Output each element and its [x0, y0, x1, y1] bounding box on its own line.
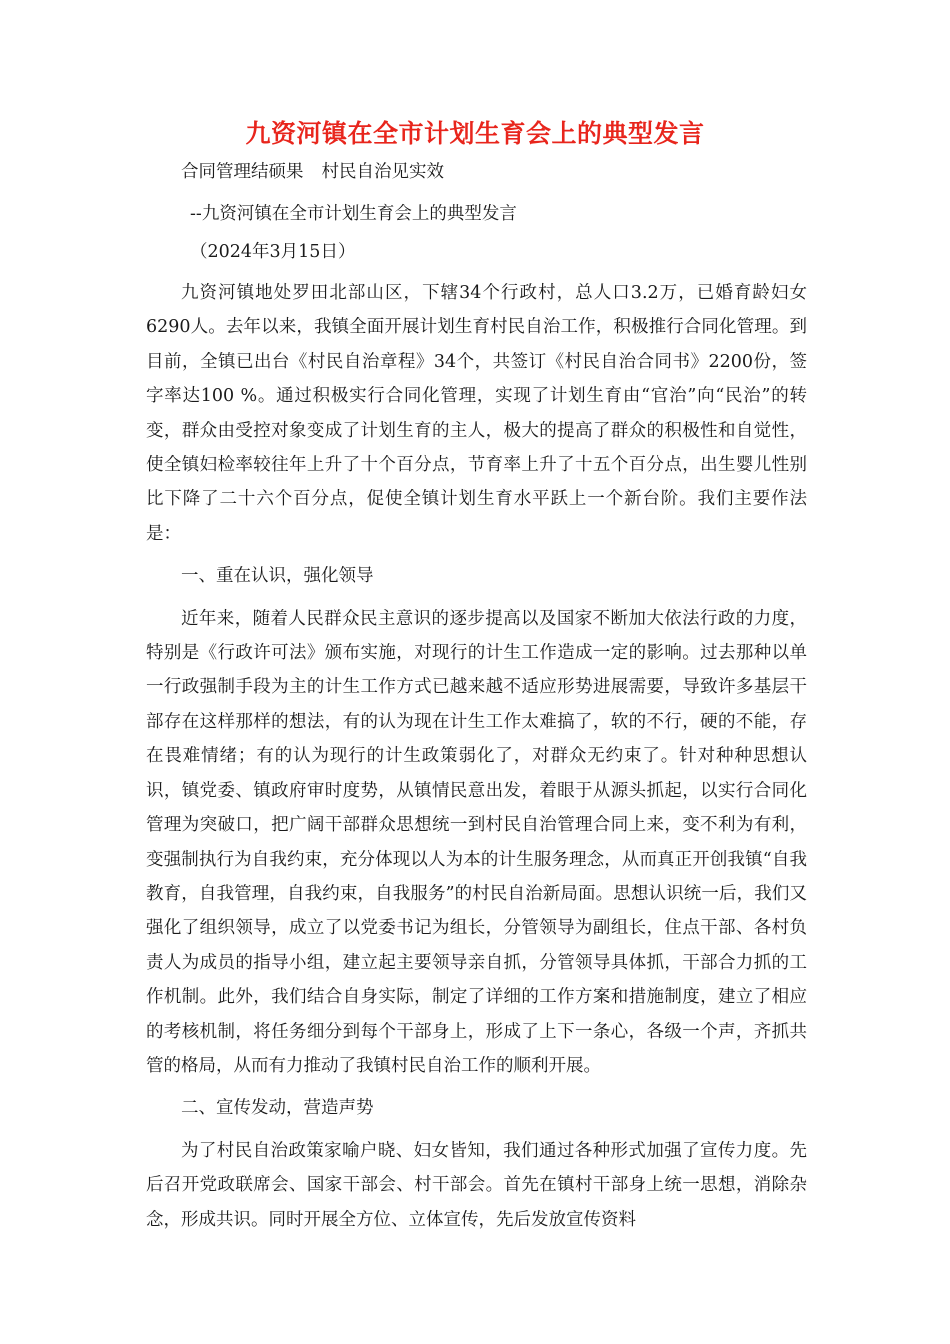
document-title: 九资河镇在全市计划生育会上的典型发言	[245, 119, 705, 148]
document-body	[146, 276, 807, 1245]
document-byline: --九资河镇在全市计划生育会上的典型发言	[190, 204, 517, 224]
paragraph-section-2: 为了村民自治政策家喻户晓、妇女皆知，我们通过各种形式加强了宣传力度。先后召开党政联席会、国家干部会、村干部会。首先在镇村干部身上统一思想，消除杂念，形成共识。同时开展全方位、立体宣传，先后发放宣传资料	[146, 1140, 807, 1230]
paragraph-section-1: 近年来，随着人民群众民主意识的逐步提高以及国家不断加大依法行政的力度，特别是《行政许可法》颁布实施，对现行的计生工作造成一定的影响。过去那种以单一行政强制手段为主的计生工作方式已越来越不适应形势进展需要，导致许多基层干部存在这样那样的想法，有的认为现在计生工作太难搞了，软的不行，硬的不能，存在畏难情绪；有的认为现行的计生政策弱化了，对群众无约束了。针对种种思想认识，镇党委、镇政府审时度势，从镇情民意出发，着眼于从源头抓起，以实行合同化管理为突破口，把广阔干部群众思想统一到村民自治管理合同上来，变不利为有利，变强制执行为自我约束，充分体现以人为本的计生服务理念，从而真正开创我镇“自我教育，自我管理，自我约束，自我服务”的村民自治新局面。思想认识统一后，我们又强化了组织领导，成立了以党委书记为组长，分管领导为副组长，住点干部、各村负责人为成员的指导小组，建立起主要领导亲自抓，分管领导具体抓，干部合力抓的工作机制。此外，我们结合自身实际，制定了详细的工作方案和措施制度，建立了相应的考核机制，将任务细分到每个干部身上，形成了上下一条心，各级一个声，齐抓共管的格局，从而有力推动了我镇村民自治工作的顺利开展。	[146, 608, 807, 1076]
section-heading-1: 一、重在认识，强化领导	[181, 566, 374, 587]
subtitle-part-a: 合同管理结硕果	[181, 162, 304, 182]
subtitle-part-b: 村民自治见实效	[321, 162, 444, 182]
document-date: （2024年3月15日）	[190, 242, 356, 262]
section-heading-2: 二、宣传发动，营造声势	[181, 1098, 374, 1119]
paragraph-intro: 九资河镇地处罗田北部山区，下辖34个行政村，总人口3.2万，已婚育龄妇女6290人。去年以来，我镇全面开展计划生育村民自治工作，积极推行合同化管理。到目前，全镇已出台《村民自治章程》34个，共签订《村民自治合同书》2200份，签字率达100 %。通过积极实行合同化管理，实现了计划生育由“官治”向“民治”的转变，群众由受控对象变成了计划生育的主人，极大的提高了群众的积极性和自觉性，使全镇妇检率较往年上升了十个百分点，节育率上升了十五个百分点，出生婴儿性别比下降了二十六个百分点，促使全镇计划生育水平跃上一个新台阶。我们主要作法是：	[146, 283, 807, 544]
document-subtitle	[181, 155, 444, 189]
